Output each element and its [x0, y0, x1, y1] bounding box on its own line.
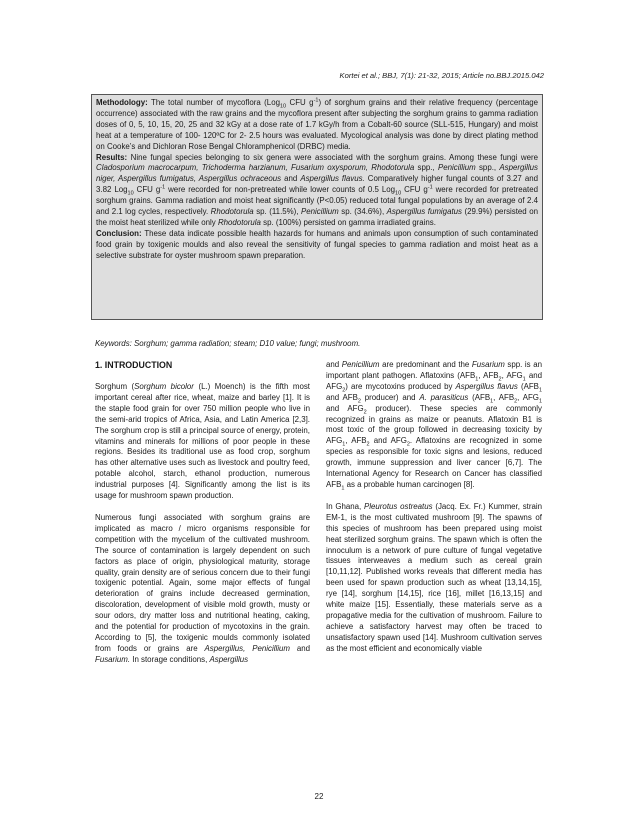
methodology-label: Methodology:: [96, 98, 148, 107]
conclusion-text: These data indicate possible health hazards for humans and animals upon consumption of such contaminated food grain by toxigenic moulds and also reveal the sensitivity of fungal species to gamma radiation and moist heat as a selective substrate for oyster mushroom spawn preparation.: [96, 228, 538, 260]
species-name: Aspergillus: [209, 654, 249, 664]
results-text: were recorded for pretreated sorghum grains. Gamma radiation and moist heat significantly (P<0.05) reduced total fungal populations by an average of 2.4 and 2.1 log cycles, respectively.: [96, 185, 538, 217]
results-text: (29.9%) persisted on the moist heat sterilized while only: [96, 207, 538, 227]
subscript: 10: [395, 190, 402, 197]
body-text: . Aflatoxins are recognized in some species as responsible for toxic signs and lesions, reduced growth, immune suppression and liver cancer [6,7]. The International Agency for Research on Cancer has classified AFB: [326, 436, 543, 489]
species-name: Aspergillus flavus.: [300, 174, 365, 184]
body-text: In Ghana,: [326, 501, 365, 511]
results-text: sp. (100%) persisted on gamma irradiated grains.: [260, 217, 436, 227]
subscript: 1: [538, 387, 542, 394]
species-name: Rhodotorula: [210, 207, 254, 217]
results-text: Nine fungal species belonging to six genera were associated with the sorghum grains. Among these fungi were: [127, 152, 538, 162]
body-text: ) are mycotoxins produced by: [345, 381, 456, 391]
subscript: 2: [357, 398, 361, 405]
intro-paragraph-2: [95, 513, 310, 666]
subscript: 1: [342, 441, 346, 448]
subscript: 1: [522, 376, 526, 383]
abstract-box: [91, 94, 543, 320]
results-text: spp.,: [414, 163, 438, 173]
subscript: 2: [363, 409, 367, 416]
subscript: 1: [490, 398, 494, 405]
body-text: are predominant and the: [379, 360, 472, 369]
body-text: , AFB: [345, 436, 367, 446]
body-text: , AFB: [493, 392, 515, 402]
section-heading: 1. INTRODUCTION: [95, 360, 173, 370]
subscript: 2: [514, 398, 518, 405]
right-column: [326, 360, 542, 666]
results-text: spp.,: [475, 163, 500, 173]
species-name: Pleurotus ostreatus: [364, 501, 433, 511]
results-text: sp. (11.5%),: [253, 207, 302, 217]
subscript: 10: [127, 190, 134, 197]
results-text: sp. (34.6%),: [338, 207, 387, 217]
body-text: and: [289, 643, 310, 653]
conclusion-label: Conclusion:: [96, 228, 142, 238]
body-text: and AFG: [326, 403, 364, 413]
superscript: -1: [313, 97, 319, 104]
methodology-text: The total number of mycoflora (Log: [147, 98, 280, 107]
body-text: and: [326, 360, 342, 369]
body-text: producer). These species are commonly recognized in grains as maize or peanuts. Aflatoxin B1 is most toxic of the group followed in decreasing toxicity by AFG: [326, 403, 542, 446]
body-text: as a probable human carcinogen [8].: [344, 479, 475, 489]
body-text: and AFG: [326, 370, 543, 391]
results-text: and: [281, 174, 301, 184]
results-text: Comparatively higher fungal counts of 3.27 and 3.82 Log: [96, 174, 538, 195]
species-name: Aspergillus flavus: [455, 381, 518, 391]
species-name: Penicillium: [437, 163, 476, 173]
species-name: Rhodotorula: [217, 217, 261, 227]
body-text: (L.) Moench) is the fifth most important cereal after rice, wheat, maize and barley [1]. It is the staple food grain for over 750 million people who live in the semi-arid tropics of Africa, Asia, and Latin America [2,3]. The sorghum crop is still a principal source of energy, protein, vitamins and minerals for millions of poor people in these regions. Besides its traditional use as food crop, sorghum has other alternative uses such as livestock and poultry feed, potable alcohol, starch, ethanol production, numerous industrial purposes [4]. Significantly among the list is its usage for mushroom spawn production.: [95, 382, 310, 501]
subscript: 1: [475, 376, 479, 383]
superscript: -1: [160, 184, 166, 191]
body-text: spp. is an important plant pathogen. Aflatoxins (AFB: [326, 360, 543, 380]
subscript: 10: [279, 103, 287, 110]
species-name: Aspergillus, Penicillium: [204, 643, 290, 653]
body-text: (AFB: [517, 381, 539, 391]
species-name: Aspergillus fumigatus: [386, 207, 462, 217]
species-name: Fusarium: [471, 360, 505, 369]
subscript: 2: [366, 441, 370, 448]
page-number: 22: [314, 792, 324, 801]
results-label: Results:: [96, 152, 128, 162]
body-text: producer) and: [360, 392, 420, 402]
species-name: Cladosporium macrocarpum, Trichoderma harzianum, Fusarium oxysporum, Rhodotorula: [96, 163, 415, 173]
species-name: A. parasiticus: [419, 392, 469, 402]
subscript: 1: [341, 485, 345, 492]
subscript: 2: [342, 387, 346, 394]
results-text: CFU g: [133, 185, 161, 195]
results-text: CFU g: [401, 185, 428, 195]
species-name: Fusarium.: [95, 654, 131, 664]
subscript: 1: [538, 398, 543, 405]
body-text: In storage conditions,: [130, 654, 210, 664]
abstract-results: [96, 153, 538, 229]
body-text: Numerous fungi associated with sorghum grains are implicated as macro / micro organisms responsible for competition with the mycelium of the cultivated mushroom. The source of contamination is largely dependent on such factors as place of origin, physiological maturity, storage quality, grain density are of serious concern due to their fungi toxigenic potential. Again, some major effects of fungal deterioration of grains include decreased germination, discoloration, development of visible mold growth, musty or sour odors, dry matter loss and nutritional heating, caking, and the potential for production of mycotoxins in the grain. According to [5], the toxigenic moulds commonly isolated from foods or grains are: [95, 512, 310, 653]
subscript: 2: [406, 441, 410, 448]
body-text: , AFG: [501, 370, 523, 380]
results-text: were recorded for non-pretreated while lower counts of 0.5 Log: [165, 185, 396, 195]
abstract-methodology: [96, 98, 538, 153]
methodology-text: ) of sorghum grains and their relative frequency (percentage occurrence) associated with the raw grains and the mycoflora present after subjecting the sorghum grains to gamma radiation doses of 0, 5, 10, 15, 20, 25 and 32 kGy at a dose rate of 1.7 kGy/h from a Cobalt-60 source (SLL-515, Hungary) and moist heat at a temperature of 100- 120ºC for 2- 2.5 hours was evaluated. Mycological analysis was done by direct plating method on Cooke’s and Dichloran Rose Bengal Chloramphenicol (DRBC) media.: [96, 98, 538, 151]
species-name: Sorghum bicolor: [134, 382, 194, 391]
species-name: Penicillium: [341, 360, 380, 369]
running-header: Kortei et al.; BBJ, 7(1): 21-32, 2015; Article no.BBJ.2015.042: [339, 71, 544, 80]
body-text: Sorghum (: [95, 382, 135, 391]
abstract-conclusion: [96, 229, 538, 262]
superscript: -1: [427, 184, 433, 191]
body-text: , AFB: [478, 370, 499, 380]
body-text: and AFB: [326, 392, 358, 402]
body-text: and AFG: [369, 436, 407, 446]
subscript: 2: [498, 376, 502, 383]
methodology-text: CFU g: [286, 98, 314, 107]
body-text: , AFG: [517, 392, 539, 402]
keywords: Keywords: Sorghum; gamma radiation; steam; D10 value; fungi; mushroom.: [95, 339, 361, 348]
intro-paragraph-4: [326, 502, 542, 655]
body-text: (Jacq. Ex. Fr.) Kummer, strain EM-1, is the most cultivated mushroom [9]. The spawns of this species of mushroom has been prepared using moist heat sterilized sorghum grains. The spawn which is often the innoculum is a network of pure culture of fungal vegetative tissues interweaves a medium such as cereal grain [10,11,12]. Published works reveals that different media has been used for spawn production such as wheat [13,14,15], rye [14], sorghum [14,15], rice [16], millet [16,13,15] and white maize [15]. Essentially, these materials serve as a propagative media for the cultivation of mushroom. Failure to achieve a satisfactory harvest may often be traced to unsatisfactory spawn used [14]. Mushroom cultivation serves as the most efficient and economically viable: [326, 501, 543, 653]
species-name: Aspergillus niger, Aspergillus fumigatus, Aspergillus ochraceous: [96, 163, 538, 184]
intro-paragraph-1: [95, 382, 310, 502]
body-text: (AFB: [468, 392, 491, 402]
species-name: Penicillium: [301, 207, 339, 217]
left-column: [95, 360, 310, 677]
intro-paragraph-3: [326, 360, 542, 491]
